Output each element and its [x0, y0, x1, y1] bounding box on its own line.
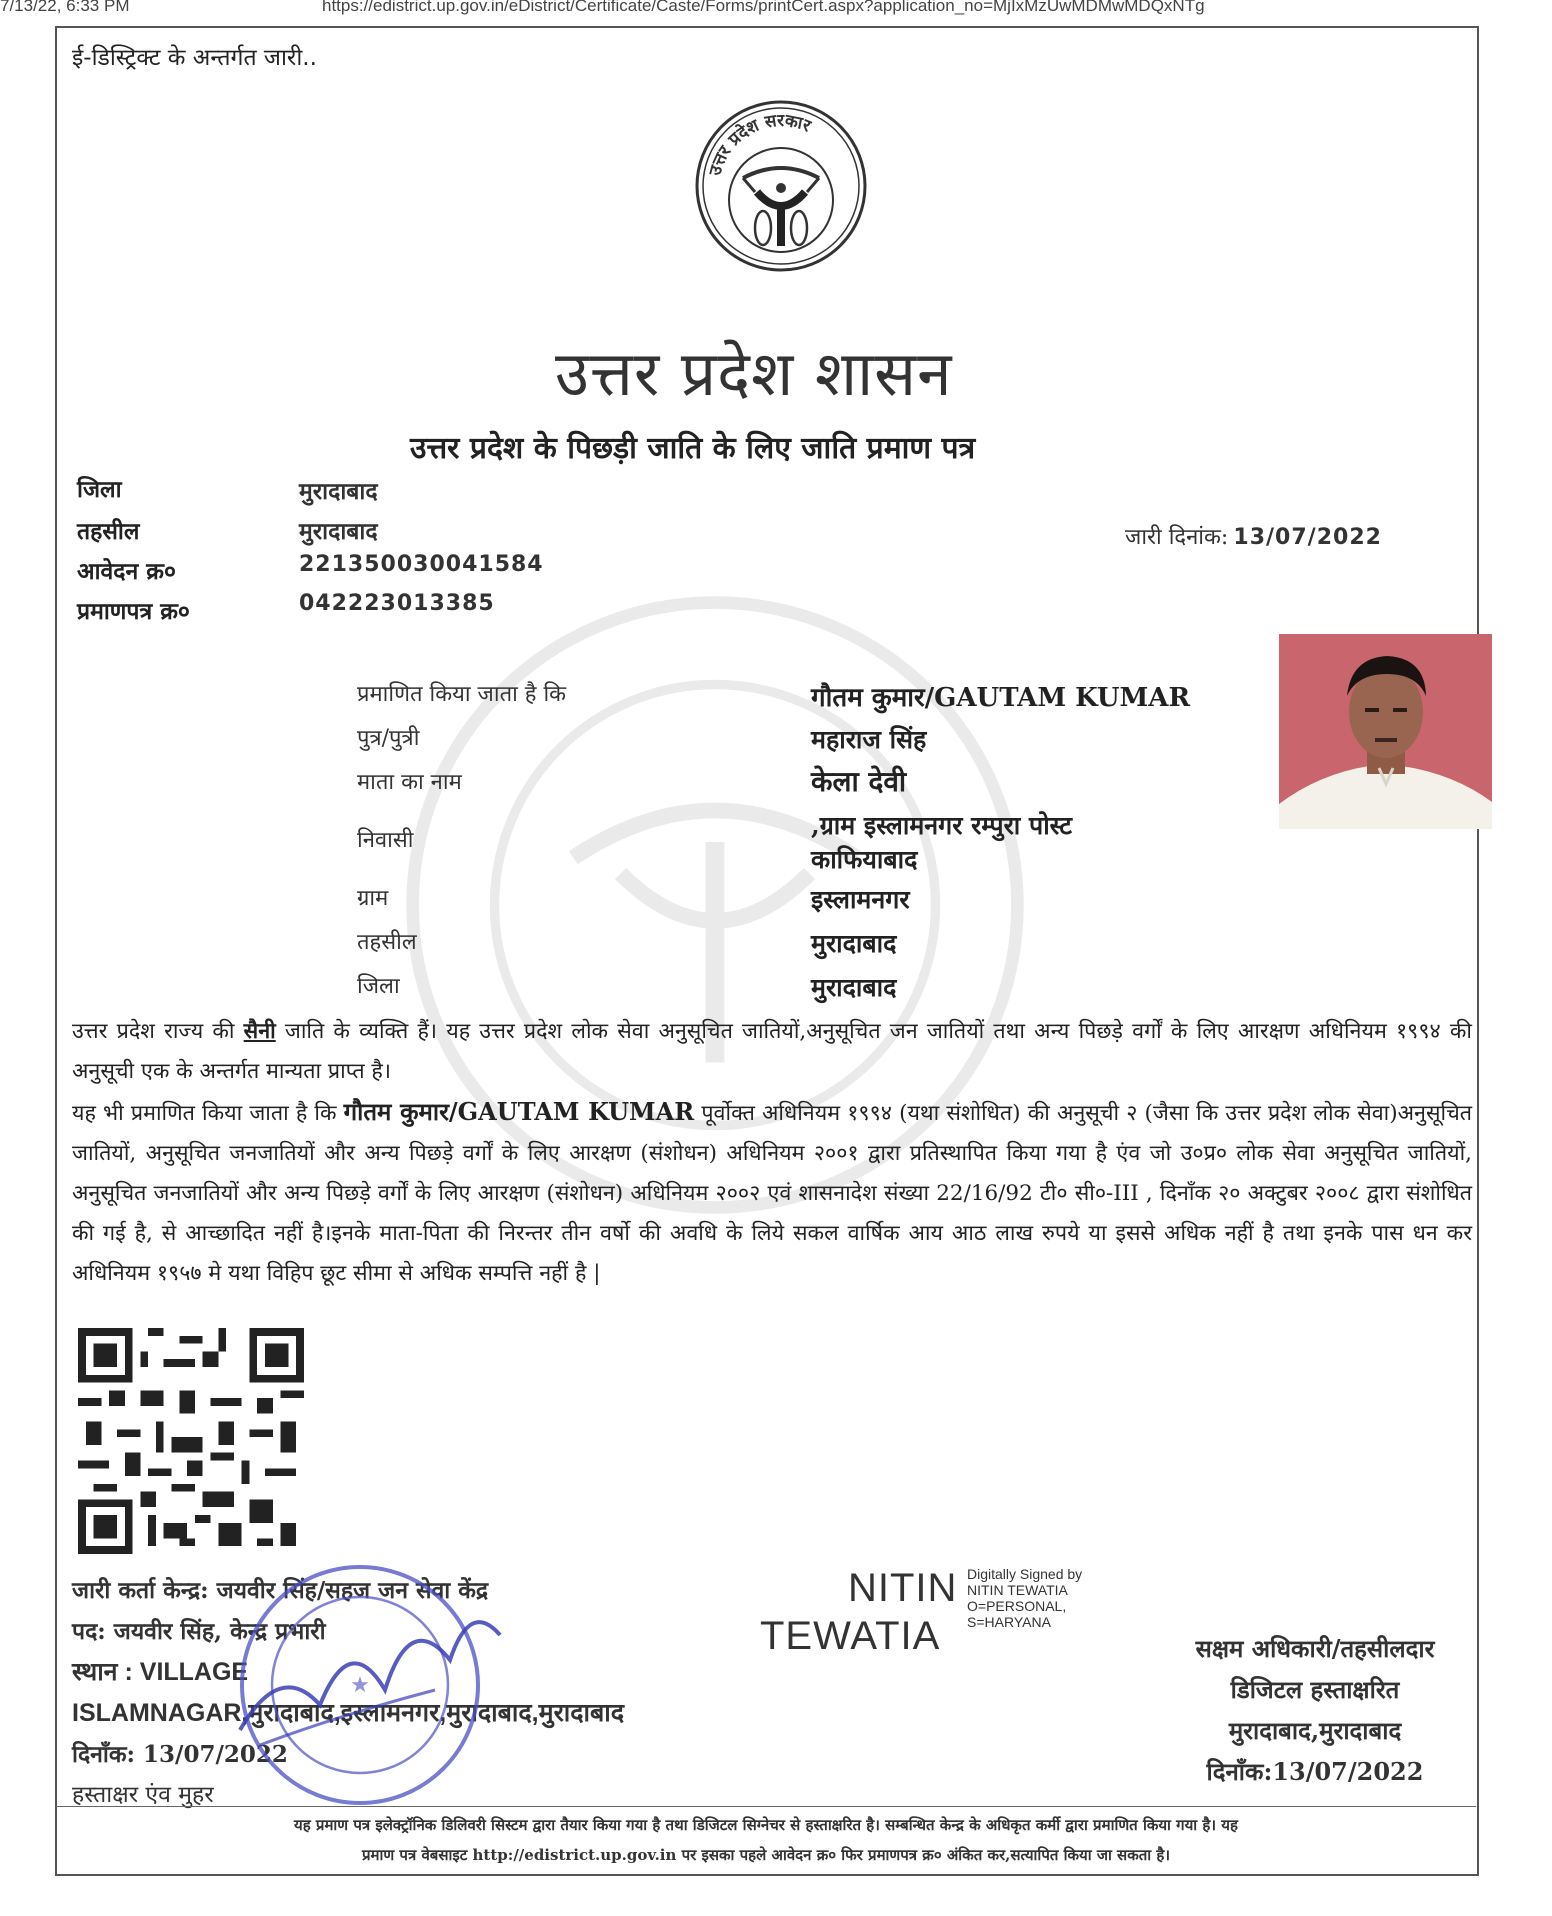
village-label: ग्राम	[357, 886, 389, 911]
resident-label: निवासी	[357, 828, 414, 853]
caste-name: सैनी	[243, 1019, 276, 1044]
digital-sign-name-1: NITIN	[848, 1566, 958, 1610]
applicant-name: गौतम कुमार/GAUTAM KUMAR	[811, 683, 1191, 713]
authority-signed: डिजिटल हस्ताक्षरित	[1230, 1675, 1400, 1704]
resident-line-1: ,ग्राम इस्लामनगर रम्पुरा पोस्ट	[811, 811, 1072, 840]
district-label: जिला	[77, 476, 122, 503]
mother-name: केला देवी	[811, 765, 907, 798]
handwritten-signature	[240, 1622, 500, 1730]
district-value: मुरादाबाद	[299, 478, 378, 505]
application-no: 221350030041584	[299, 552, 544, 577]
footer-note	[60, 1810, 1472, 1870]
digital-sign-note: Digitally Signed by NITIN TEWATIA O=PERSONAL, S=HARYANA	[967, 1566, 1083, 1630]
village-value: इस्लामनगर	[811, 885, 910, 914]
tehsil-label: तहसील	[77, 518, 140, 545]
center-stamp	[200, 1540, 520, 1820]
qr-code	[78, 1328, 304, 1554]
tehsil-detail-label: तहसील	[357, 930, 417, 955]
digital-sign-name-2: TEWATIA	[760, 1614, 941, 1658]
signature-label: हस्ताक्षर एंव मुहर	[72, 1782, 214, 1808]
tehsil-value: मुरादाबाद	[299, 518, 378, 545]
certificate-no: 042223013385	[299, 591, 495, 616]
issuer-post: पद: जयवीर सिंह, केन्द्र प्रभारी	[72, 1618, 326, 1645]
parent-label: पुत्र/पुत्री	[357, 726, 420, 751]
issuer-place-2: ISLAMNAGAR,मुरादाबाद,इस्लामनगर,मुरादाबाद,मुरादाबाद	[72, 1699, 625, 1727]
certified-label: प्रमाणित किया जाता है कि	[357, 682, 567, 707]
certificate-title: उत्तर प्रदेश के पिछड़ी जाति के लिए जाति प्रमाण पत्र	[410, 431, 976, 466]
issue-date-value: 13/07/2022	[1233, 525, 1382, 550]
issuing-center: जारी कर्ता केन्द्र: जयवीर सिंह/सहज जन सेवा केंद्र	[72, 1577, 489, 1604]
issuer-place-1: स्थान : VILLAGE	[72, 1658, 249, 1686]
issuer-date: दिनाँक: 13/07/2022	[72, 1741, 288, 1768]
district-detail-value: मुरादाबाद	[811, 973, 897, 1002]
government-title: उत्तर प्रदेश शासन	[555, 337, 953, 410]
resident-line-2: काफियाबाद	[811, 845, 918, 874]
authority-place: मुरादाबाद,मुरादाबाद	[1228, 1716, 1402, 1745]
tehsil-detail-value: मुरादाबाद	[811, 929, 897, 958]
footer-line-2: प्रमाण पत्र वेबसाइट http://edistrict.up.gov.in पर इसका पहले आवेदन क्र० फिर प्रमाणपत्र क्र० अंकित कर,सत्यापित किया जा सकता है।	[361, 1846, 1171, 1864]
issue-date	[1125, 521, 1382, 551]
father-name: महाराज सिंह	[811, 725, 927, 754]
up-government-emblem	[693, 96, 869, 276]
applicant-photo	[1279, 634, 1492, 829]
authority-date: दिनाँक:13/07/2022	[1206, 1757, 1424, 1786]
mother-label: माता का नाम	[357, 770, 462, 795]
caste-paragraph: उत्तर प्रदेश राज्य की सैनी जाति के व्यक्ति हैं। यह उत्तर प्रदेश लोक सेवा अनुसूचित जातियों,अनुसूचित जन जातियों तथा अन्य पिछड़े वर्गों के लिए आरक्षण अधिनियम १९९४ की अनुसूची एक के अन्तर्गत मान्यता प्राप्त है।	[72, 1019, 1472, 1084]
print-url: https://edistrict.up.gov.in/eDistrict/Certificate/Caste/Forms/printCert.aspx?application_no=MjIxMzUwMDMwMDQxNTg	[322, 0, 1205, 15]
svg-text:★: ★	[350, 1673, 370, 1698]
emblem-text: उत्तर प्रदेश सरकार	[705, 110, 814, 178]
print-timestamp: 7/13/22, 6:33 PM	[0, 0, 130, 15]
issue-date-label: जारी दिनांक:	[1125, 525, 1229, 550]
footer-divider	[56, 1806, 1476, 1807]
certificate-no-label: प्रमाणपत्र क्र०	[77, 598, 190, 625]
eligibility-paragraph: यह भी प्रमाणित किया जाता है कि गौतम कुमार/GAUTAM KUMAR पूर्वोक्त अधिनियम १९९४ (यथा संशोधित) की अनुसूची २ (जैसा कि उत्तर प्रदेश लोक सेवा)अनुसूचित जातियों, अनुसूचित जनजातियों और अन्य पिछड़े वर्गों के लिए आरक्षण (संशोधन) अधिनियम २००१ द्वारा प्रतिस्थापित किया गया है एंव जो उ०प्र० लोक सेवा अनुसूचित जातियों, अनुसूचित जनजातियों और अन्य पिछड़े वर्गों के लिए आरक्षण (संशोधन) अधिनियम २००२ एवं शासनादेश संख्या 22/16/92 टी० सी०-III , दिनाँक २० अक्टुबर २००८ द्वारा संशोधित की गई है, से आच्छादित नहीं है।इनके माता-पिता की निरन्तर तीन वर्षो की अवधि के लिये सकल वार्षिक आय आठ लाख रुपये या इससे अधिक नहीं है तथा इनके पास धन कर अधिनियम १९५७ मे यथा विहिप छूट सीमा से अधिक सम्पत्ति नहीं है |	[72, 1097, 1473, 1286]
district-detail-label: जिला	[357, 974, 400, 999]
paragraph-applicant-name: गौतम कुमार/GAUTAM KUMAR	[343, 1097, 695, 1126]
authority-title: सक्षम अधिकारी/तहसीलदार	[1195, 1634, 1435, 1663]
application-no-label: आवेदन क्र०	[77, 558, 176, 585]
authority-block	[1150, 1628, 1480, 1792]
footer-line-1: यह प्रमाण पत्र इलेक्ट्रॉनिक डिलिवरी सिस्टम द्वारा तैयार किया गया है तथा डिजिटल सिग्नेचर से हस्ताक्षरित है। सम्बन्धित केन्द्र के अधिकृत कर्मी द्वारा प्रमाणित किया गया है। यह	[294, 1816, 1238, 1834]
issued-under-text: ई-डिस्ट्रिक्ट के अन्तर्गत जारी..	[72, 45, 317, 71]
